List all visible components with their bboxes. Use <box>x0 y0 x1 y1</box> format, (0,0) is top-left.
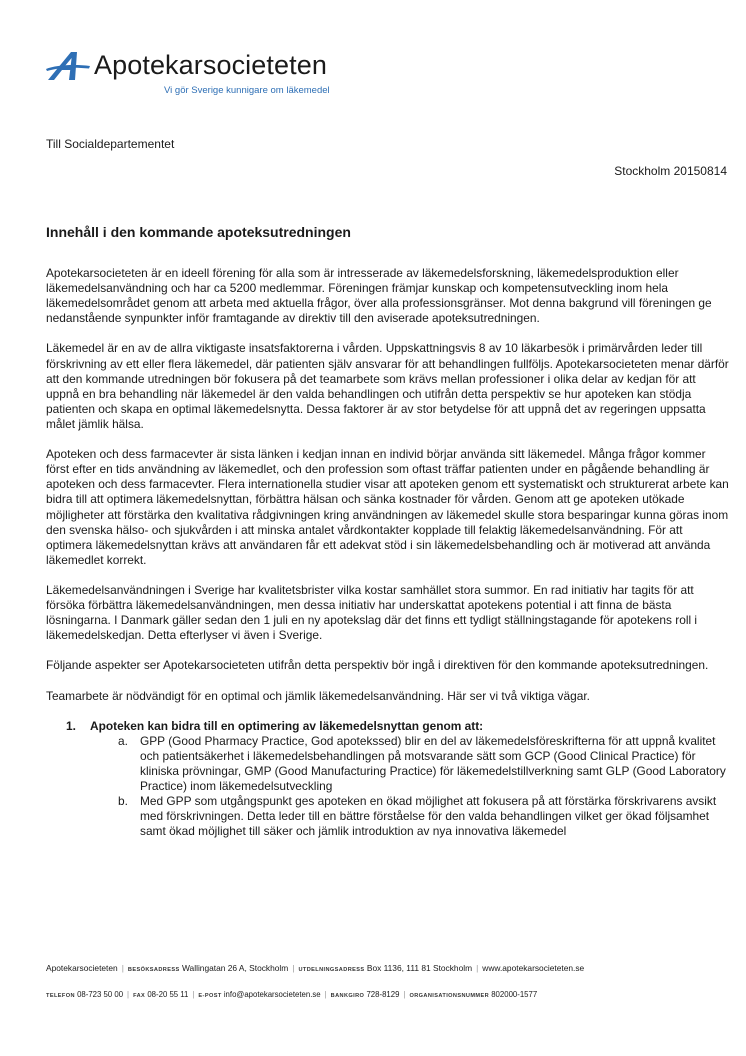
footer-orgnr: 802000-1577 <box>491 990 538 999</box>
document-title: Innehåll i den kommande apoteksutredningen <box>46 224 351 240</box>
footer-orgnr-label: ORGANISATIONSNUMMER <box>409 993 490 999</box>
footer-email-label: E-POST <box>198 993 222 999</box>
numbered-list <box>46 719 731 840</box>
paragraph-quality: Läkemedelsanvändningen i Sverige har kvalitetsbrister vilka kostar samhället stora summor. En rad initiativ har tagits för att försöka förbättra läkemedelsanvändningen, men dessa initiativ har underskattat apotekens potential i att finna de bästa lösningarna. I Danmark gäller sedan den 1 juli en ny apotekslag där det finns ett tydligt ställningstagande för apotekens roll i läkemedelskedjan. Detta efterlyser vi även i Sverige. <box>46 582 698 643</box>
paragraph-aspects: Följande aspekter ser Apotekarsocieteten utifrån detta perspektiv bör ingå i direktiven för den kommande apoteksutredningen. <box>46 658 709 673</box>
sub-list-text: Med GPP som utgångspunkt ges apoteken en ökad möjlighet att fokusera på att förstärka förskrivarens avsikt med förskrivningen. Detta leder till en bättre förståelse för den valda behandlingen vilket ger ökad följsamhet samt ökad möjlighet till säker och jämlik introduktion av nya innovativa läkemedel <box>140 794 717 839</box>
footer-giro: 728-8129 <box>366 990 400 999</box>
footer-email-link[interactable]: info@apotekarsocieteten.se <box>223 990 321 999</box>
paragraph-teamwork: Teamarbete är nödvändigt för en optimal och jämlik läkemedelsanvändning. Här ser vi två viktiga vägar. <box>46 688 590 703</box>
footer-post: Box 1136, 111 81 Stockholm <box>366 963 473 973</box>
footer-contact: TELEFON 08-723 50 00 | FAX 08-20 55 11 | E-POST info@apotekarsocieteten.se | BANKGIRO 728-8129 | ORGANISATIONSNUMMER 802000-1577 <box>46 990 538 999</box>
footer-address: Apotekarsocieteten | BESÖKSADRESS Wallingatan 26 A, Stockholm | UTDELNINGSADRESS Box 1136, 111 81 Stockholm | www.apotekarsocieteten.se <box>46 963 585 973</box>
dateline: Stockholm 20150814 <box>614 164 727 178</box>
logo-tagline: Vi gör Sverige kunnigare om läkemedel <box>164 85 330 96</box>
sub-list-item <box>90 734 731 794</box>
footer-web-link[interactable]: www.apotekarsocieteten.se <box>482 963 585 973</box>
sub-list-letter: b. <box>118 794 128 809</box>
footer-phone-label: TELEFON <box>46 993 75 999</box>
footer-visit: Wallingatan 26 A, Stockholm <box>181 963 289 973</box>
sub-list-letter: a. <box>118 733 128 748</box>
sub-list-text: GPP (Good Pharmacy Practice, God apotekssed) blir en del av läkemedelsföreskrifterna för att uppnå kvalitet och patientsäkerhet i läkemedelsbehandlingen på motsvarande sätt som GCP (Good Clinical Practice) för kliniska prövningar, GMP (Good Manufacturing Practice) för läkemedelstillverkning samt GLP (Good Laboratory Practice) inom läkemedelsutveckling <box>140 733 726 794</box>
footer-visit-label: BESÖKSADRESS <box>127 967 180 973</box>
footer-org: Apotekarsocieteten <box>46 963 118 973</box>
footer-fax-label: FAX <box>133 993 146 999</box>
list-item <box>46 719 731 840</box>
paragraph-intro: Apotekarsocieteten är en ideell förening för alla som är intresserade av läkemedelsforskning, läkemedelsproduktion eller läkemedelsanvändning och har ca 5200 medlemmar. Föreningen främjar kunskap och kompetensutveckling inom hela läkemedelsområdet genom att arbeta med aktuella frågor, över alla professionsgränser. Mot denna bakgrund vill föreningen ge nedanstående synpunkter inför framtagande av direktiv till den aviserade apoteksutredningen. <box>46 266 712 326</box>
list-number: 1. <box>66 718 76 733</box>
list-heading: Apoteken kan bidra till en optimering av läkemedelsnyttan genom att: <box>90 718 484 733</box>
paragraph-pharmacies: Apoteken och dess farmacevter är sista länken i kedjan innan en individ börjar använda sitt läkemedel. Många frågor kommer först efter en tids användning av läkemedlet, och den profession som oftast träffar patienten under en pågående behandling är apoteken och dess farmacevter. Flera internationella studier visar att apoteken genom ett systematiskt och strukturerat arbete kan bidra till att optimera läkemedelsnyttan, förbättra hälsan och sänka kostnader för vården. Genom att ge apoteken utökade möjligheter att förstärka den kvalitativa rådgivningen kring användningen av läkemedel skulle stora besparingar kunna göras inom den svenska hälso- och sjukvården i att minska antalet vårdkontakter kopplade till felaktig läkemedelsanvändning. För att optimera läkemedelsnyttan krävs att användaren får ett adekvat stöd i sin läkemedelsbehandling och är motiverad att använda läkemedlet korrekt. <box>46 447 729 567</box>
footer-fax: 08-20 55 11 <box>147 990 189 999</box>
footer-phone: 08-723 50 00 <box>77 990 124 999</box>
sub-list <box>90 734 731 840</box>
logo-name: Apotekarsocieteten <box>94 50 327 80</box>
apotekarsocieteten-a-logo-icon <box>44 48 94 88</box>
letter-body <box>46 266 731 839</box>
recipient: Till Socialdepartementet <box>46 137 175 151</box>
footer-giro-label: BANKGIRO <box>330 993 365 999</box>
sub-list-item <box>90 794 731 839</box>
logo <box>44 44 344 100</box>
footer-post-label: UTDELNINGSADRESS <box>298 967 365 973</box>
paragraph-medicines: Läkemedel är en av de allra viktigaste insatsfaktorerna i vården. Uppskattningsvis 8 av 10 läkarbesök i primärvården leder till förskrivning av ett eller flera läkemedel, där patienten själv ansvarar för att behandlingen fullföljs. Apotekarsocieteten menar därför att den kommande utredningen bör fokusera på det teamarbete som krävs mellan professioner i olika delar av kedjan för att uppnå en bra behandling när läkemedel är den valda behandlingen och utifrån detta perspektiv se hur apoteken kan stödja patienten och skapa en optimal läkemedelsnytta. Dessa faktorer är av stor betydelse för att uppnå det av regeringen uppsatta målet jämlik hälsa. <box>46 341 729 431</box>
